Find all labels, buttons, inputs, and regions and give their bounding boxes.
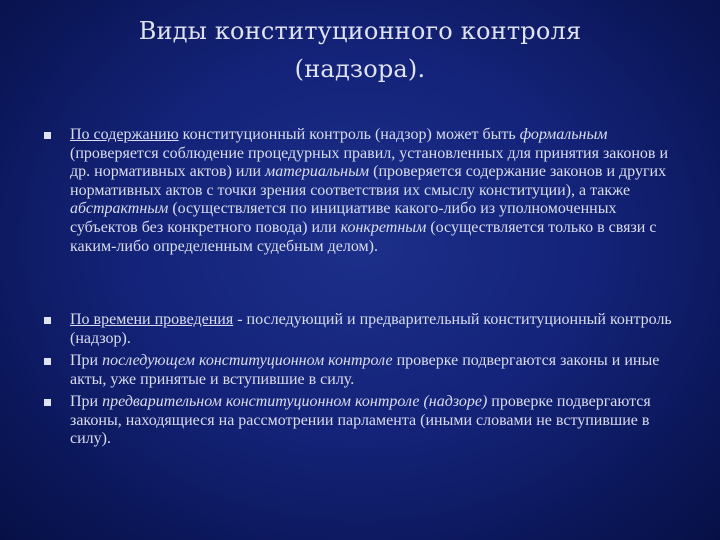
text-segment: конституционный контроль (надзор) может быть [178,126,520,143]
text-segment: (проверяется содержание законов и других нормативных актов с точки зрения соответствия их смыслу конституции), а также [70,163,667,199]
italic-term: абстрактным [70,200,169,218]
title-line-1: Виды конституционного контроля [138,17,582,45]
bullet-item [44,126,684,256]
italic-term: предварительном конституционном контроле (надзоре) [102,393,488,410]
bullet-item [44,352,684,389]
text-segment: (проверяется соблюдение процедурных правил, установленных для принятия законов и др. нормативных актов) или [70,144,668,181]
text-segment: проверке подвергаются законы, находящиеся на рассмотрении парламента (иными словами не вступившие в силу). [70,393,651,448]
title-line-2: (надзора). [294,55,426,83]
italic-term: конкретным [340,218,427,236]
text-segment: (осуществляется по инициативе какого-либо из уполномоченных субъектов без конкретного повода) или [70,200,617,236]
text-segment: проверке подвергаются законы и иные акты, уже принятые и вступившие в силу. [70,352,660,388]
section-heading: По содержанию [70,126,179,143]
bullet-text [70,311,672,347]
section-heading: По времени проведения [70,311,234,328]
italic-term: последующем конституционном контроле [102,352,393,369]
italic-term: формальным [519,126,608,143]
square-bullet-icon [44,399,51,406]
text-segment: При [70,393,103,410]
bullet-item [44,311,684,348]
square-bullet-icon [44,317,51,324]
bullet-text [70,352,659,388]
text-segment: (осуществляется только в связи с каким-либо определенным судебным делом). [70,218,657,255]
square-bullet-icon [44,358,51,365]
bullet-text [70,393,651,447]
text-segment: - последующий и предварительный конституционный контроль (надзор). [70,311,672,347]
bullet-text [70,126,668,255]
square-bullet-icon [44,132,51,139]
italic-term: материальным [265,163,370,181]
slide-title [60,12,660,88]
bullet-item [44,393,684,449]
text-segment: При [70,352,103,369]
